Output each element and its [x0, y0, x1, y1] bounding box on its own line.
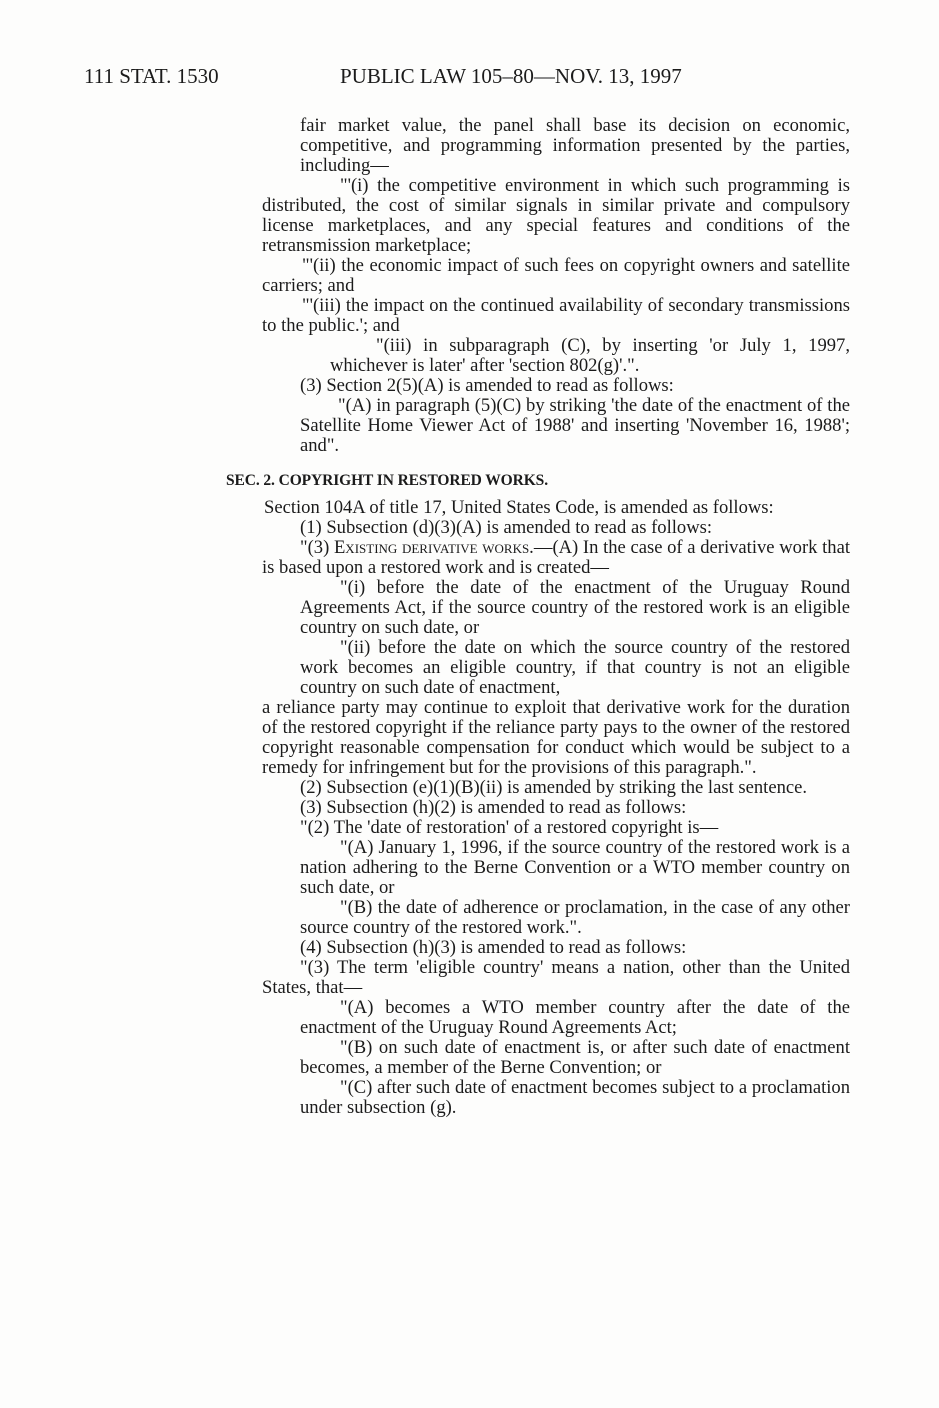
paragraph: "(A) becomes a WTO member country after the date of the enactment of the Uruguay Round Agreements Act;	[300, 997, 850, 1038]
paragraph: "(3) The term 'eligible country' means a nation, other than the United States, that—	[262, 957, 850, 998]
paragraph: "(2) The 'date of restoration' of a restored copyright is—	[300, 817, 719, 838]
document-body	[0, 116, 939, 1118]
paragraph: "(iii) in subparagraph (C), by inserting 'or July 1, 1997, whichever is later' after 'section 802(g)'.".	[330, 335, 850, 376]
paragraph: "(C) after such date of enactment becomes subject to a proclamation under subsection (g).	[300, 1077, 850, 1118]
paragraph: a reliance party may continue to exploit that derivative work for the duration of the restored copyright if the reliance party pays to the owner of the restored copyright reasonable compensation for conduct which would be subject to a remedy for infringement but for the provisions of this paragraph.".	[262, 697, 850, 778]
paragraph: "(B) on such date of enactment is, or after such date of enactment becomes, a member of the Berne Convention; or	[300, 1037, 850, 1078]
paragraph-lead: "(3)	[300, 537, 334, 558]
small-caps-heading: Existing derivative works.	[333, 537, 534, 558]
paragraph: (3) Subsection (h)(2) is amended to read as follows:	[300, 797, 687, 818]
running-header: PUBLIC LAW 105–80—NOV. 13, 1997	[340, 64, 682, 88]
paragraph: "'(iii) the impact on the continued availability of secondary transmissions to the public.'; and	[262, 295, 850, 336]
paragraph: "'(i) the competitive environment in which such programming is distributed, the cost of similar signals in similar private and compulsory license marketplaces, and any special features and conditions of the retransmission marketplace;	[262, 175, 850, 256]
section-heading: SEC. 2. COPYRIGHT IN RESTORED WORKS.	[226, 472, 548, 489]
paragraph: (2) Subsection (e)(1)(B)(ii) is amended by striking the last sentence.	[300, 777, 808, 798]
paragraph-rest: —(A) In the case of a derivative work that is based upon a restored work and is created—	[262, 537, 851, 578]
paragraph: "(A) January 1, 1996, if the source country of the restored work is a nation adhering to the Berne Convention or a WTO member country on such date, or	[300, 837, 850, 898]
paragraph: "(B) the date of adherence or proclamation, in the case of any other source country of the restored work.".	[300, 897, 850, 938]
paragraph	[262, 538, 850, 578]
paragraph: (4) Subsection (h)(3) is amended to read as follows:	[300, 937, 687, 958]
statute-page-number: 111 STAT. 1530	[84, 64, 219, 88]
paragraph: Section 104A of title 17, United States Code, is amended as follows:	[264, 497, 774, 518]
paragraph: "(A) in paragraph (5)(C) by striking 'the date of the enactment of the Satellite Home Viewer Act of 1988' and inserting 'November 16, 1988'; and".	[300, 395, 850, 456]
paragraph: "'(ii) the economic impact of such fees on copyright owners and satellite carriers; and	[262, 255, 850, 296]
paragraph: "(i) before the date of the enactment of the Uruguay Round Agreements Act, if the source country of the restored work is an eligible country on such date, or	[300, 577, 850, 638]
paragraph: (3) Section 2(5)(A) is amended to read as follows:	[300, 375, 674, 396]
paragraph: "(ii) before the date on which the source country of the restored work becomes an eligible country, if that country is not an eligible country on such date of enactment,	[300, 637, 850, 698]
paragraph: (1) Subsection (d)(3)(A) is amended to read as follows:	[300, 517, 713, 538]
paragraph: fair market value, the panel shall base its decision on economic, competitive, and programming information presented by the parties, including—	[300, 115, 850, 176]
